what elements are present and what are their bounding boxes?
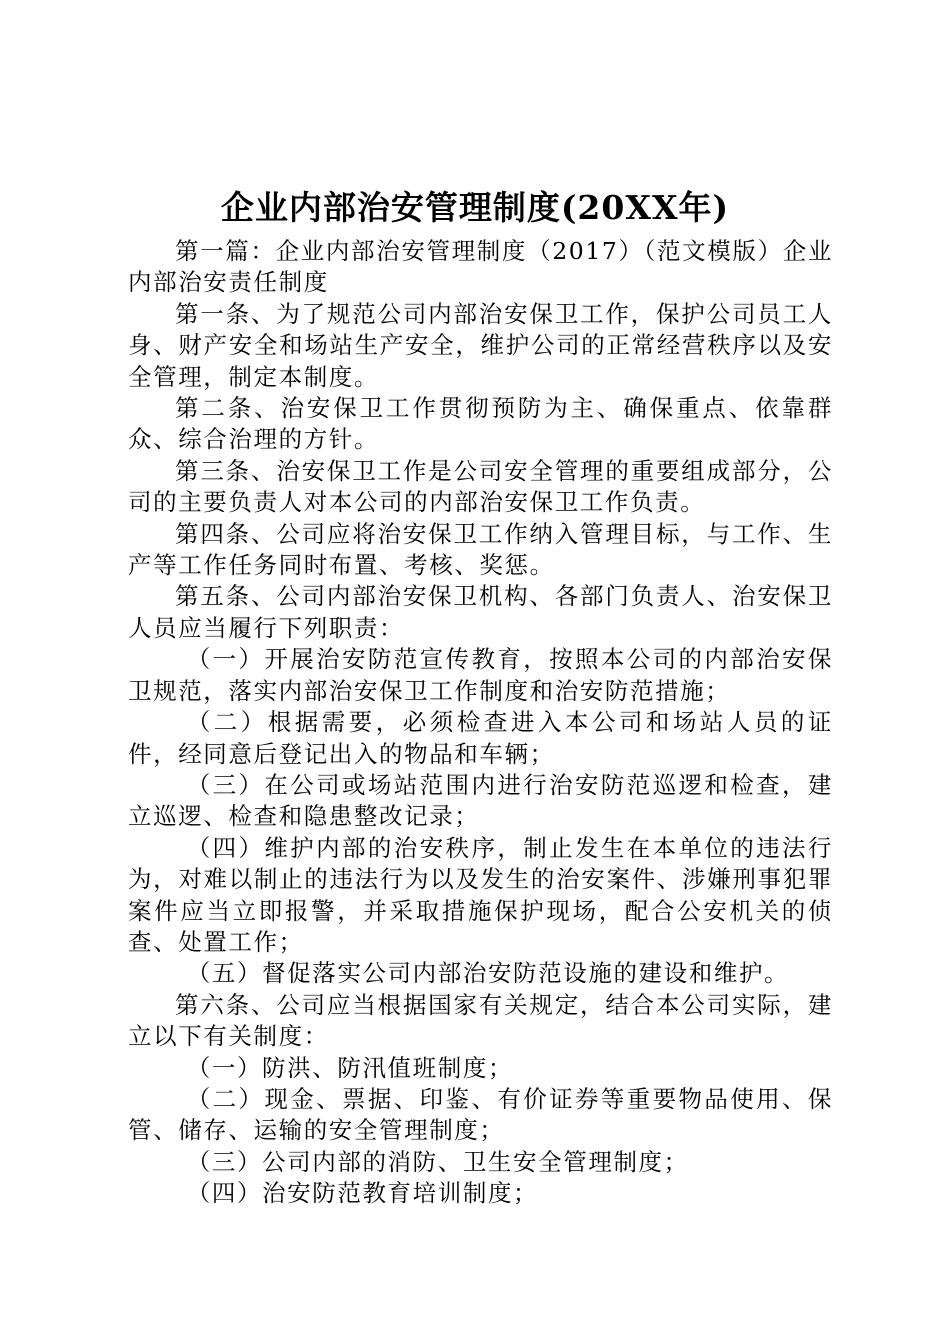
- list-item: （五）督促落实公司内部治安防范设施的建设和维护。: [186, 959, 790, 988]
- paragraph: 第三条、治安保卫工作是公司安全管理的重要组成部分，公司的主要负责人对本公司的内部治安保卫工作负责。: [128, 456, 833, 517]
- document-title: 企业内部治安管理制度(20XX年): [220, 188, 730, 227]
- document-body: [128, 236, 833, 1210]
- list-item: （四）维护内部的治安秩序，制止发生在本单位的违法行为，对难以制止的违法行为以及发生的治安案件、涉嫌刑事犯罪案件应当立即报警，并采取措施保护现场，配合公安机关的侦查、处置工作；: [128, 833, 833, 956]
- paragraph: 第六条、公司应当根据国家有关规定，结合本公司实际，建立以下有关制度：: [128, 990, 833, 1051]
- list-item: （三）在公司或场站范围内进行治安防范巡逻和检查，建立巡逻、检查和隐患整改记录；: [128, 770, 833, 831]
- list-item: （二）根据需要，必须检查进入本公司和场站人员的证件，经同意后登记出入的物品和车辆；: [128, 708, 833, 768]
- list-item: （二）现金、票据、印鉴、有价证券等重要物品使用、保管、储存、运输的安全管理制度；: [128, 1084, 833, 1145]
- list-item: （三）公司内部的消防、卫生安全管理制度；: [186, 1147, 689, 1176]
- paragraph: 第二条、治安保卫工作贯彻预防为主、确保重点、依靠群众、综合治理的方针。: [128, 394, 833, 454]
- paragraph: 第四条、公司应将治安保卫工作纳入管理目标，与工作、生产等工作任务同时布置、考核、奖惩。: [128, 519, 833, 580]
- paragraph: 第一篇：企业内部治安管理制度（2017）（范文模版）企业内部治安责任制度: [128, 237, 833, 297]
- list-item: （一）开展治安防范宣传教育，按照本公司的内部治安保卫规范，落实内部治安保卫工作制度和治安防范措施；: [128, 645, 833, 705]
- list-item: （一）防洪、防汛值班制度；: [186, 1053, 514, 1082]
- list-item: （四）治安防范教育培训制度；: [186, 1179, 539, 1208]
- paragraph: 第一条、为了规范公司内部治安保卫工作，保护公司员工人身、财产安全和场站生产安全，维护公司的正常经营秩序以及安全管理，制定本制度。: [128, 299, 833, 391]
- paragraph: 第五条、公司内部治安保卫机构、各部门负责人、治安保卫人员应当履行下列职责：: [128, 582, 833, 642]
